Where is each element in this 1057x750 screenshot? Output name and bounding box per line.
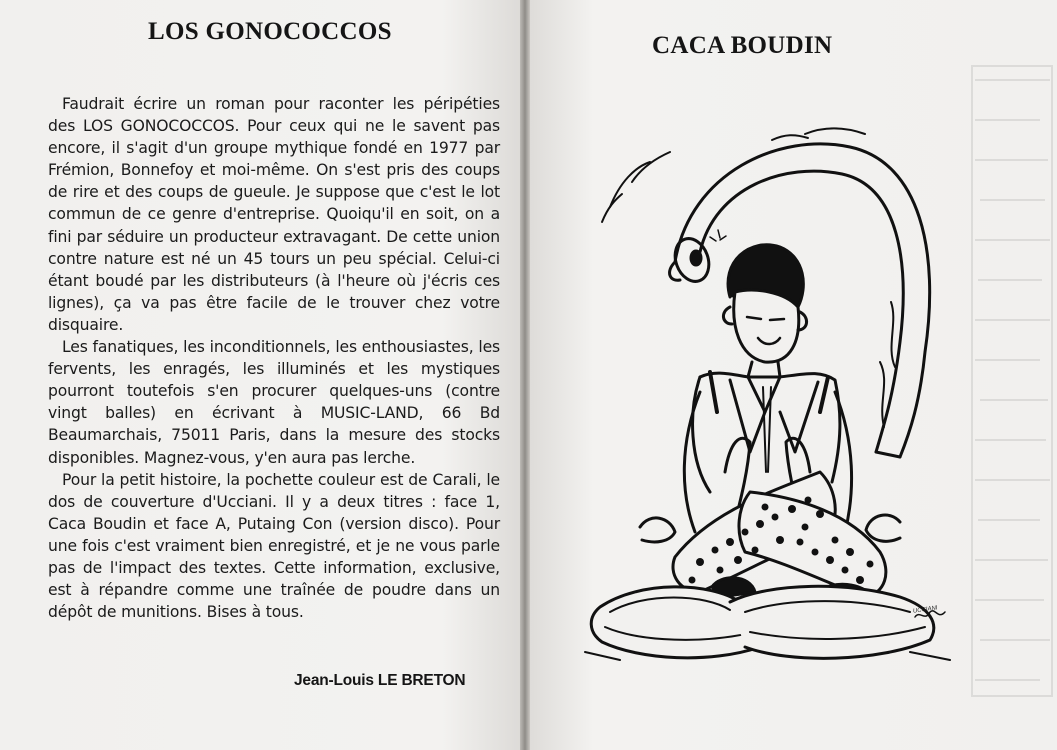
article-paragraph-2: Les fanatiques, les inconditionnels, les enthousiastes, les fervents, les enragés, les illuminés et les mystiques pourront toutefois s'en procurer quelques-uns (contre vingt balles) en écrivant à MUSIC-LAND, 66 Bd Beaumarchais, 75011 Paris, dans la mesure des stocks disponibles. Magnez-vous, y'en aura pas lerche.	[48, 338, 500, 467]
article-body	[48, 93, 500, 623]
caca-boudin-cartoon-icon	[580, 112, 980, 672]
article-paragraph-3: Pour la petit histoire, la pochette couleur est de Carali, le dos de couverture d'Ucciani. Il y a deux titres : face 1, Caca Boudin et face A, Putaing Con (version disco). Pour une fois c'est vraiment bien enregistré, et je ne vous parle pas de l'impact des textes. Cette information, exclusive, est à répandre comme une traînée de poudre dans un dépôt de munitions. Bises à tous.	[48, 470, 500, 622]
article-title: LOS GONOCOCCOS	[148, 18, 392, 45]
right-page	[530, 0, 1057, 750]
book-gutter	[520, 0, 530, 750]
author-signature: Jean-Louis LE BRETON	[294, 672, 466, 689]
article-paragraph-1: Faudrait écrire un roman pour raconter les péripéties des LOS GONOCOCCOS. Pour ceux qui ne le savent pas encore, il s'agit d'un groupe mythique fondé en 1977 par Frémion, Bonnefoy et moi-même. On s'est pris des coups de rire et des coups de gueule. Je suppose que c'est le lot commun de ce genre d'entreprise. Quoiqu'il en soit, on a fini par séduire un producteur extravagant. De cette union contre nature est né un 45 tours un peu spécial. Celui-ci étant boudé par les distributeurs (à l'heure où j'écris ces lignes), ça va pas être facile de le trouver chez votre disquaire.	[48, 95, 500, 334]
artist-signature: UCCIANI	[912, 605, 938, 615]
illustration-title: CACA BOUDIN	[652, 32, 833, 59]
left-page	[0, 0, 520, 750]
show-through-texture	[970, 60, 1055, 700]
